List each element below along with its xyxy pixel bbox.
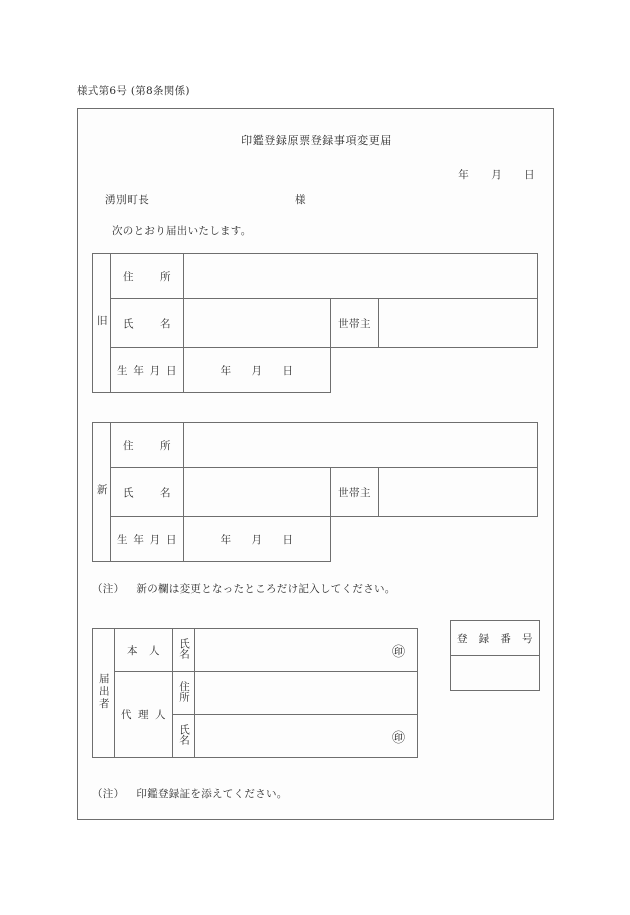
table-row	[93, 423, 538, 468]
label-principal: 本人	[115, 629, 173, 672]
birth-month-label-old: 月	[251, 364, 263, 377]
field-agent-name[interactable]	[195, 715, 418, 758]
date-year-label: 年	[458, 169, 470, 181]
field-address-new[interactable]	[184, 423, 538, 468]
label-agent-address: 住所	[173, 672, 195, 715]
label-householder-new: 世帯主	[331, 468, 379, 517]
label-birthdate-new: 生年月日	[111, 517, 184, 562]
label-householder-old: 世帯主	[331, 299, 379, 348]
seal-icon: ㊞	[391, 644, 405, 660]
note-prefix: （注）	[92, 788, 125, 800]
page-title: 印鑑登録原票登録事項変更届	[241, 134, 392, 147]
spacer-new	[331, 517, 538, 562]
table-row	[93, 517, 538, 562]
registration-number-header: 登録番号	[451, 621, 540, 656]
label-birthdate-old: 生年月日	[111, 348, 184, 393]
birth-year-label-old: 年	[220, 364, 232, 377]
table-row	[451, 656, 540, 691]
note-text: 新の欄は変更となったところだけ記入してください。	[136, 583, 396, 595]
note-seal-certificate	[92, 786, 288, 801]
label-principal-name: 氏名	[173, 629, 195, 672]
field-name-old[interactable]	[184, 299, 331, 348]
section-marker-new: 新	[93, 423, 111, 562]
label-address-old: 住所	[111, 254, 184, 299]
form-number: 様式第6号 (第8条関係)	[77, 85, 190, 97]
date-day-label: 日	[524, 169, 535, 181]
label-agent: 代理人	[115, 672, 173, 758]
registration-number-field[interactable]	[451, 656, 540, 691]
field-agent-address[interactable]	[195, 672, 418, 715]
label-agent-name: 氏名	[173, 715, 195, 758]
table-row	[93, 299, 538, 348]
note-text: 印鑑登録証を添えてください。	[136, 788, 288, 800]
table-registration-number	[450, 620, 540, 691]
section-marker-old: 旧	[93, 254, 111, 393]
addressee	[105, 192, 535, 207]
table-row	[93, 672, 418, 715]
intro-text: 次のとおり届出いたします。	[112, 225, 252, 237]
label-name-new: 氏名	[111, 468, 184, 517]
field-principal-name[interactable]	[195, 629, 418, 672]
label-address-new: 住所	[111, 423, 184, 468]
birth-day-label-new: 日	[282, 533, 294, 546]
submitter-group-label: 届出者	[93, 629, 115, 758]
table-submitter	[92, 628, 418, 758]
seal-icon: ㊞	[391, 730, 405, 746]
date-month-label: 月	[491, 169, 503, 181]
field-name-new[interactable]	[184, 468, 331, 517]
table-row	[93, 348, 538, 393]
note-prefix: （注）	[92, 583, 125, 595]
addressee-honorific: 様	[295, 194, 307, 206]
table-row	[93, 254, 538, 299]
field-householder-old[interactable]	[379, 299, 538, 348]
date-line	[458, 167, 535, 182]
addressee-office: 湧別町長	[105, 194, 150, 206]
birth-day-label-old: 日	[282, 364, 294, 377]
table-row	[451, 621, 540, 656]
label-name-old: 氏名	[111, 299, 184, 348]
table-row	[93, 468, 538, 517]
table-new-info	[92, 422, 538, 562]
note-new-column	[92, 581, 396, 596]
table-row	[93, 629, 418, 672]
field-householder-new[interactable]	[379, 468, 538, 517]
field-address-old[interactable]	[184, 254, 538, 299]
birth-year-label-new: 年	[220, 533, 232, 546]
field-birthdate-old[interactable]	[184, 348, 331, 393]
table-old-info	[92, 253, 538, 393]
field-birthdate-new[interactable]	[184, 517, 331, 562]
birth-month-label-new: 月	[251, 533, 263, 546]
spacer-old	[331, 348, 538, 393]
